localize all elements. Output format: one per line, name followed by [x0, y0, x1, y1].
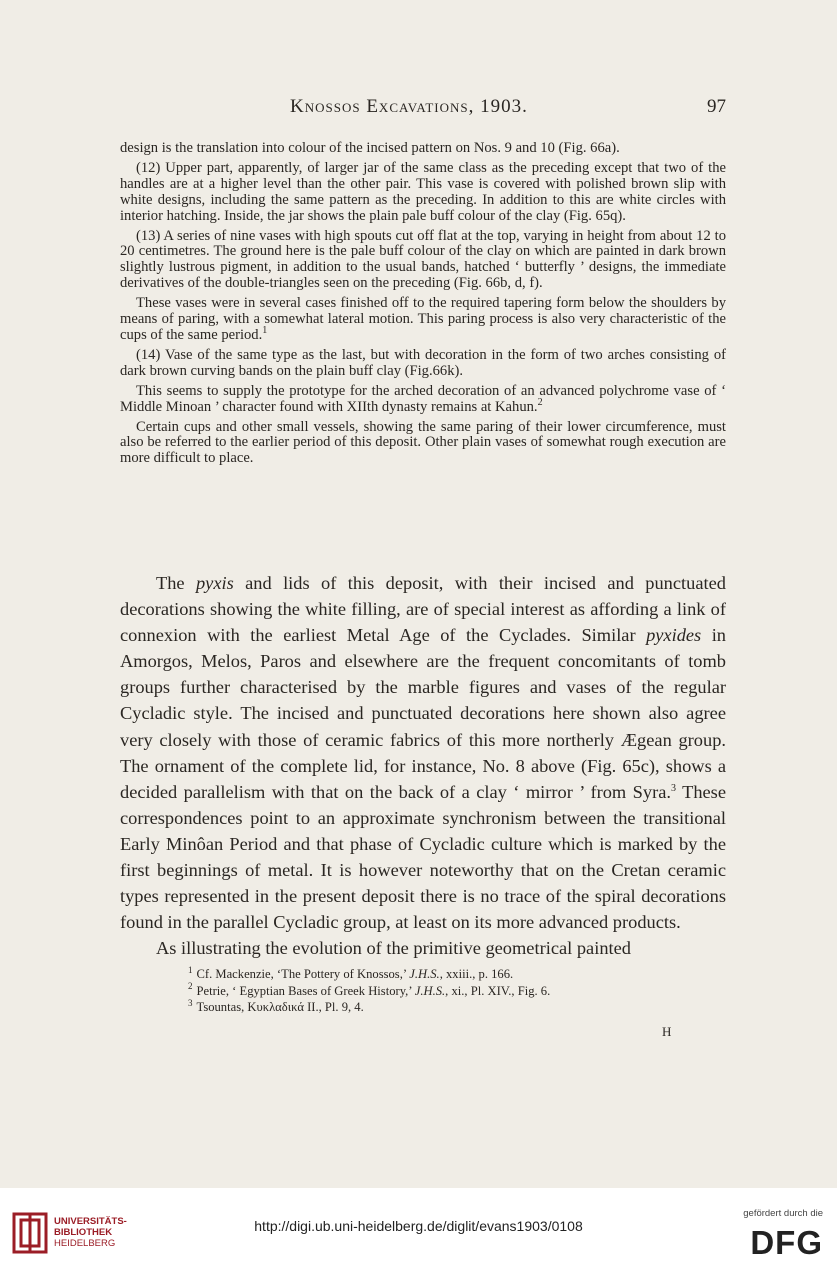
footnote-1	[188, 966, 688, 983]
paragraph-cups: Certain cups and other small vessels, showing the same paring of their lower circumference, must also be referred to the earlier period of this deposit. Other plain vases of somewhat rough execution are more difficult to place.	[120, 418, 726, 467]
library-name-line: UNIVERSITÄTS-	[54, 1216, 127, 1227]
paragraph-text: This seems to supply the prototype for the arched decoration of an advanced polychrome vase of ‘ Middle Minoan ’ character found with XIIth dynasty remains at Kahun.	[120, 382, 726, 415]
text-run-italic: pyxis	[195, 573, 234, 593]
page-header	[120, 96, 740, 122]
footnote-text: Petrie, ‘ Egyptian Bases of Greek History,’	[196, 983, 415, 998]
paragraph-pyxis	[120, 570, 726, 935]
footnotes	[188, 966, 688, 1016]
running-title: Knossos Excavations, 1903.	[290, 96, 528, 117]
dfg-logo[interactable]: DFG	[750, 1224, 823, 1261]
library-name-line: HEIDELBERG	[54, 1238, 116, 1249]
paragraph-item-13: (13) A series of nine vases with high spouts cut off flat at the top, varying in height from about 12 to 20 centimetres. The ground here is the pale buff colour of the clay on which are painted in dark brown slightly lustrous pigment, in addition to the usual bands, hatched ‘ butterfly ’ designs, the immediate derivatives of the double-triangles seen on the preceding (Fig. 66b, d, f).	[120, 227, 726, 292]
large-text-block	[120, 570, 726, 961]
footnote-number: 3	[188, 997, 193, 1008]
paragraph-item-12: (12) Upper part, apparently, of larger jar of the same class as the preceding except that two of the handles are at a higher level than the other pair. This vase is covered with polished brown slip with white designs, including the same pattern as the preceding. In addition to this are white circles with interior hatching. Inside, the jar shows the plain pale buff colour of the clay (Fig. 65q).	[120, 159, 726, 224]
footnote-3	[188, 999, 688, 1016]
footnote-ref-3[interactable]: 3	[670, 782, 676, 794]
paragraph-prototype	[120, 384, 726, 416]
funding-note: gefördert durch die	[743, 1208, 823, 1219]
footnote-text: , xi., Pl. XIV., Fig. 6.	[445, 983, 551, 998]
footnote-text: Tsountas, Κυκλαδικά II., Pl. 9, 4.	[196, 1000, 364, 1014]
page-number: 97	[707, 96, 726, 117]
paragraph-illustrating: As illustrating the evolution of the primitive geometrical painted	[156, 938, 631, 959]
viewer-footer	[0, 1188, 837, 1267]
footnote-journal: J.H.S.	[414, 983, 446, 998]
footnote-ref-2[interactable]: 2	[537, 396, 543, 408]
paragraph-paring	[120, 296, 726, 344]
paragraph-item-14: (14) Vase of the same type as the last, but with decoration in the form of two arches consisting of dark brown curving bands on the plain buff clay (Fig.66k).	[120, 346, 726, 379]
permalink-url[interactable]: http://digi.ub.uni-heidelberg.de/diglit/evans1903/0108	[254, 1218, 583, 1234]
footnote-text: , xxiii., p. 166.	[439, 967, 514, 981]
small-text-block	[120, 141, 726, 471]
text-run: These correspondences point to an approximate synchronism between the transitional Early Minôan Period and that phase of Cycladic culture which is marked by the first beginnings of metal. It is however noteworthy that on the Cretan ceramic types represented in the present deposit there is no trace of the spiral decorations found in the parallel Cycladic group, at least on its more advanced products.	[120, 781, 726, 933]
text-run-italic: pyxides	[646, 625, 702, 646]
footnote-text: Cf. Mackenzie, ‘The Pottery of Knossos,’	[196, 967, 410, 981]
text-run: and lids of this deposit, with their incised and punctuated decorations showing the white filling, are of special interest as affording a link of connexion with the earliest Metal Age of the Cyclades. Similar	[120, 573, 726, 646]
paragraph-design: design is the translation into colour of the incised pattern on Nos. 9 and 10 (Fig. 66a).	[120, 140, 620, 156]
library-name-line: BIBLIOTHEK	[54, 1227, 113, 1238]
text-run: The	[156, 573, 196, 593]
footnote-2	[188, 983, 688, 1000]
signature-mark: H	[662, 1024, 672, 1039]
footnote-number: 2	[188, 981, 193, 992]
paragraph-text: These vases were in several cases finished off to the required tapering form below the shoulders by means of paring, with a somewhat lateral motion. This paring process is also very characteristic of the cups of the same period.	[120, 295, 726, 343]
footnote-journal: J.H.S.	[409, 967, 440, 981]
text-run: in Amorgos, Melos, Paros and elsewhere are the frequent concomitants of tomb groups further characterised by the marble figures and vases of the regular Cycladic style. The incised and punctuated decorations here shown also agree very closely with those of ceramic fabrics of this more northerly Ægean group. The ornament of the complete lid, for instance, No. 8 above (Fig. 65c), shows a decided parallelism with that on the back of a clay ‘ mirror ’ from Syra.	[120, 625, 726, 802]
footnote-ref-1[interactable]: 1	[262, 325, 268, 337]
footnote-number: 1	[188, 964, 193, 975]
